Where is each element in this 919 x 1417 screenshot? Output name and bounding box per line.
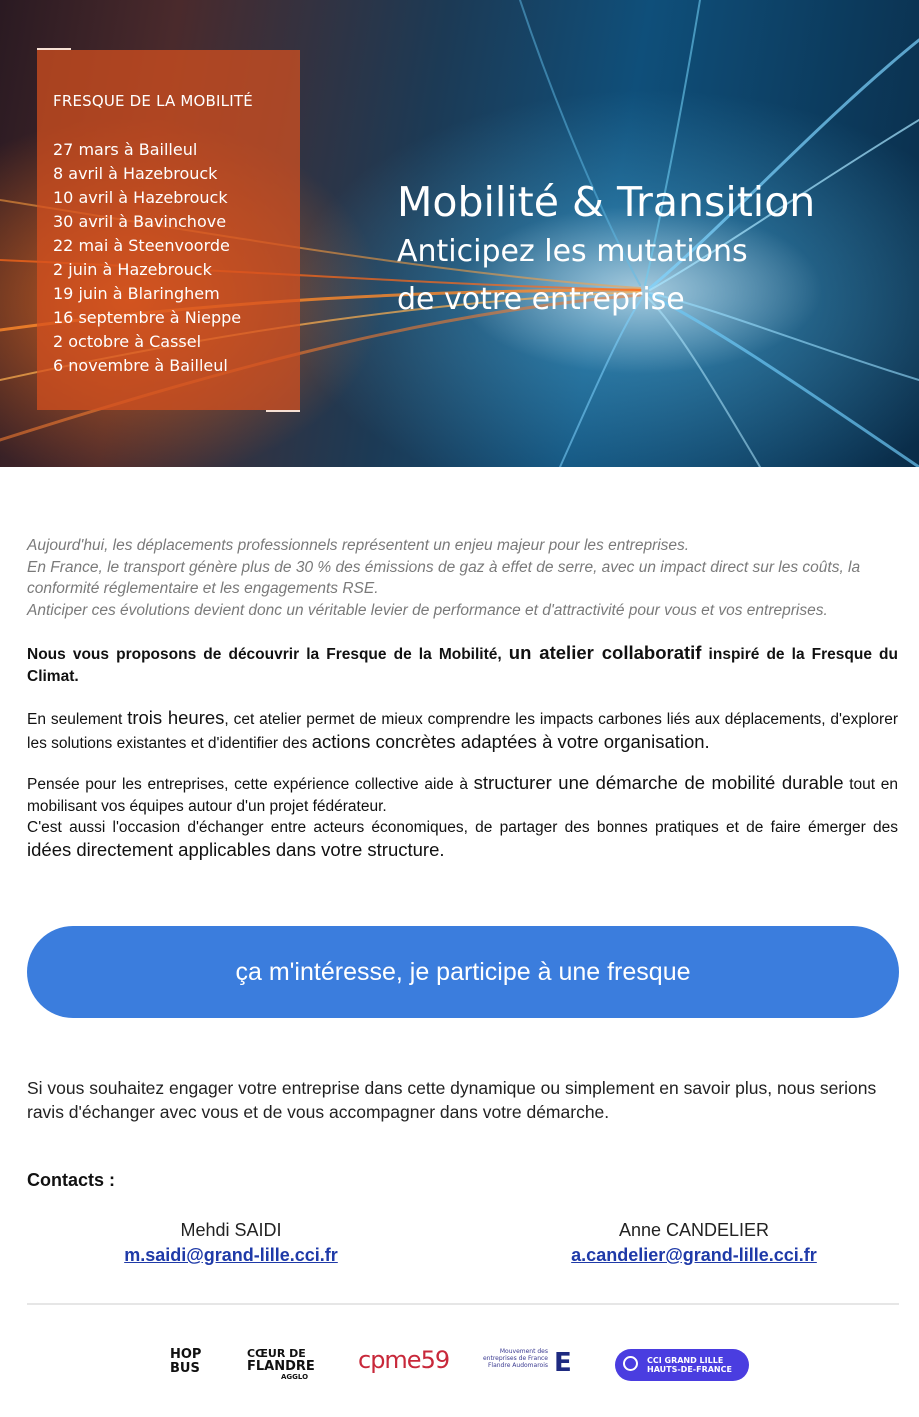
cci-logo-text [647,1356,732,1374]
intro-line: Aujourd'hui, les déplacements professionnels représentent un enjeu majeur pour les entreprises. [27,537,690,554]
date-item: 8 avril à Hazebrouck [53,164,218,183]
event-dates-panel [37,50,300,410]
date-item: 27 mars à Bailleul [53,140,198,159]
headline-subtitle-line2: de votre entreprise [397,282,685,317]
date-item: 19 juin à Blaringhem [53,284,220,303]
workshop-text: , cet atelier permet de mieux comprendre les impacts carbones liés aux déplacements, d'explorer les solutions existantes et d'identifier des [27,711,898,752]
benefits-highlight: idées directement applicables dans votre structure. [27,838,445,860]
coeur-de-flandre-logo [247,1348,329,1381]
medef-logo [480,1348,580,1378]
contact-name: Anne CANDELIER [618,1220,770,1240]
date-item: 2 octobre à Cassel [53,332,202,351]
coeur-logo-line: FLANDRE [247,1359,315,1374]
medef-logo-mark: E [554,1348,572,1378]
workshop-highlight: actions concrètes adaptées à votre organisation. [311,730,710,752]
headline-subtitle-line1: Anticipez les mutations [397,234,748,269]
hopbus-logo: HOP BUS [170,1347,202,1376]
cpme59-logo: cpme59 [358,1346,450,1374]
proposal-text: Nous vous proposons de découvrir la Fresque de la Mobilité, [27,646,509,663]
date-item: 16 septembre à Nieppe [53,308,242,327]
workshop-paragraph [27,707,898,754]
contact-name: Mehdi SAIDI [180,1220,282,1240]
intro-line: En France, le transport génère plus de 30 % des émissions de gaz à effet de serre, avec un impact direct sur les coûts, la conformité réglementaire et les engagements RSE. [27,558,861,597]
participate-button[interactable]: ça m'intéresse, je participe à une fresque [27,926,899,1018]
date-item: 10 avril à Hazebrouck [53,188,228,207]
proposal-highlight: un atelier collaboratif [508,642,702,663]
panel-bottom-rule [266,410,300,412]
cci-logo-line: HAUTS-DE-FRANCE [647,1365,732,1374]
benefits-text: Pensée pour les entreprises, cette expérience collective aide à [27,776,474,793]
email-body [27,535,898,862]
date-item: 30 avril à Bavinchove [53,212,227,231]
contact-card [100,1218,362,1268]
benefits-highlight: structurer une démarche de mobilité durable [473,772,844,793]
date-item: 6 novembre à Bailleul [53,356,228,375]
panel-top-rule [37,48,71,50]
cci-logo-line: CCI GRAND LILLE [647,1356,724,1365]
outro-paragraph: Si vous souhaitez engager votre entreprise dans cette dynamique ou simplement en savoir plus, nous serions ravis d'échanger avec vous et de vous accompagner dans votre démarche. [27,1078,877,1122]
benefits-text: C'est aussi l'occasion d'échanger entre acteurs économiques, de partager des bonnes pratiques et de faire émerger des [27,819,898,836]
footer-divider [27,1303,899,1305]
hero-banner [0,0,919,467]
coeur-logo-line: AGGLO [281,1373,309,1381]
contact-email-link[interactable]: a.candelier@grand-lille.cci.fr [571,1245,817,1265]
workshop-highlight: trois heures [127,707,225,728]
workshop-text: En seulement [27,711,128,728]
headline-title: Mobilité & Transition [397,178,816,226]
medef-logo-text: Mouvement des entreprises de France Flandre Audomarois [482,1348,548,1369]
intro-line: Anticiper ces évolutions devient donc un véritable levier de performance et d'attractivité pour vous et vos entreprises. [27,601,828,619]
dates-list [53,138,241,378]
cci-circle-icon [623,1356,638,1371]
proposal-text: inspiré de la Fresque du Climat. [27,646,898,685]
partner-logos [0,1340,919,1390]
dates-title: FRESQUE DE LA MOBILITÉ [53,92,253,110]
cci-grand-lille-logo [615,1349,749,1381]
date-item: 22 mai à Steenvoorde [53,236,230,255]
contact-card [545,1218,843,1268]
benefits-text: tout en mobilisant vos équipes autour d'un projet fédérateur. [27,776,899,815]
coeur-logo-line: CŒUR DE [247,1347,306,1360]
date-item: 2 juin à Hazebrouck [53,260,212,279]
banner-headline [397,176,815,324]
contacts-label: Contacts : [27,1170,116,1190]
contact-email-link[interactable]: m.saidi@grand-lille.cci.fr [124,1245,338,1265]
intro-paragraph [27,535,898,621]
proposal-paragraph [27,642,898,687]
benefits-paragraph [27,772,898,862]
